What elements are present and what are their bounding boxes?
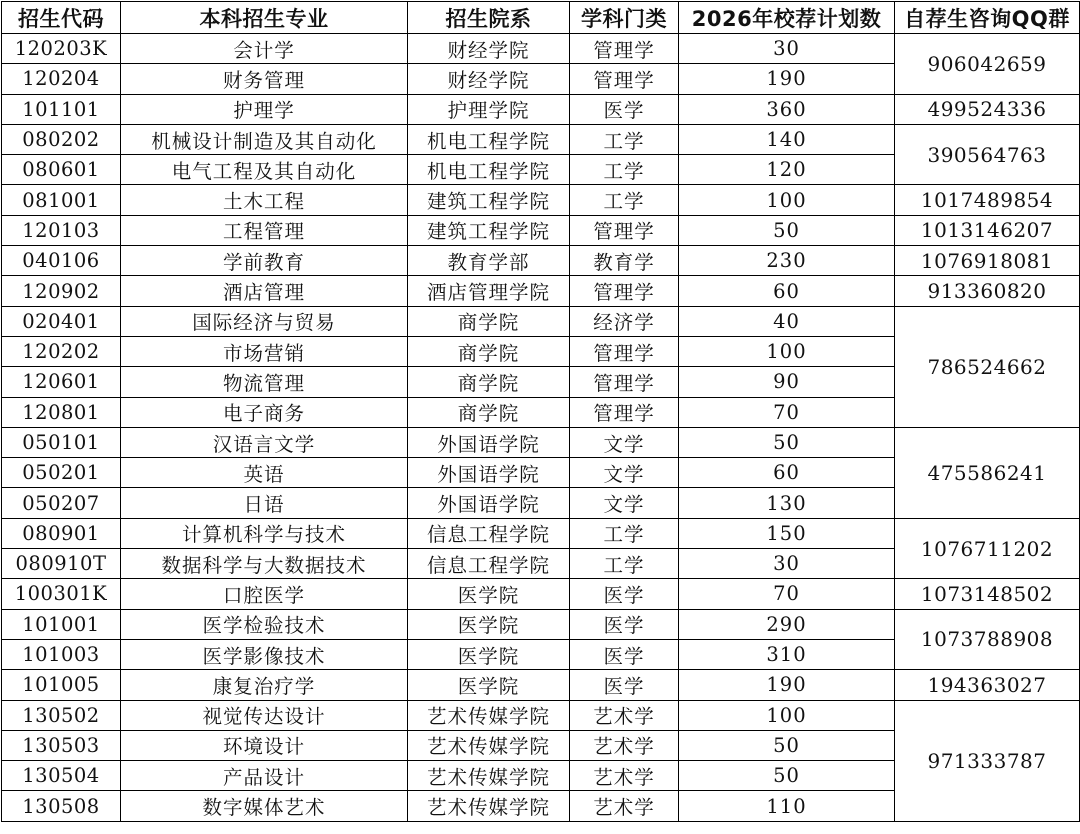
table-row	[2, 94, 1080, 124]
cell-department: 建筑工程学院	[408, 185, 570, 215]
cell-major: 物流管理	[121, 367, 408, 397]
admission-plan-table	[1, 1, 1080, 822]
cell-code: 050201	[2, 458, 121, 488]
cell-code: 080601	[2, 155, 121, 185]
cell-qq-group: 194363027	[895, 670, 1080, 700]
cell-category: 工学	[570, 185, 679, 215]
cell-qq-group: 390564763	[895, 124, 1080, 185]
cell-code: 050101	[2, 427, 121, 457]
cell-plan: 190	[679, 670, 895, 700]
cell-major: 产品设计	[121, 761, 408, 791]
cell-code: 120601	[2, 367, 121, 397]
table-header-row	[2, 2, 1080, 34]
cell-plan: 100	[679, 336, 895, 366]
cell-department: 商学院	[408, 367, 570, 397]
cell-code: 101003	[2, 639, 121, 669]
cell-plan: 120	[679, 155, 895, 185]
cell-code: 120204	[2, 64, 121, 94]
cell-code: 081001	[2, 185, 121, 215]
cell-department: 商学院	[408, 306, 570, 336]
cell-category: 医学	[570, 94, 679, 124]
cell-category: 医学	[570, 670, 679, 700]
cell-department: 信息工程学院	[408, 549, 570, 579]
cell-major: 康复治疗学	[121, 670, 408, 700]
cell-code: 130508	[2, 791, 121, 821]
cell-major: 工程管理	[121, 215, 408, 245]
cell-major: 电气工程及其自动化	[121, 155, 408, 185]
cell-department: 艺术传媒学院	[408, 761, 570, 791]
cell-qq-group: 1076918081	[895, 246, 1080, 276]
cell-plan: 40	[679, 306, 895, 336]
table-row	[2, 124, 1080, 154]
cell-category: 管理学	[570, 34, 679, 64]
cell-category: 管理学	[570, 276, 679, 306]
cell-plan: 60	[679, 276, 895, 306]
cell-code: 120202	[2, 336, 121, 366]
cell-plan: 50	[679, 215, 895, 245]
cell-code: 020401	[2, 306, 121, 336]
cell-major: 视觉传达设计	[121, 700, 408, 730]
cell-department: 医学院	[408, 639, 570, 669]
cell-category: 文学	[570, 458, 679, 488]
table-row	[2, 306, 1080, 336]
table-row	[2, 185, 1080, 215]
table-row	[2, 276, 1080, 306]
cell-major: 英语	[121, 458, 408, 488]
cell-category: 艺术学	[570, 761, 679, 791]
cell-plan: 190	[679, 64, 895, 94]
cell-plan: 110	[679, 791, 895, 821]
cell-category: 艺术学	[570, 791, 679, 821]
header-category: 学科门类	[570, 2, 679, 34]
cell-major: 市场营销	[121, 336, 408, 366]
cell-department: 外国语学院	[408, 458, 570, 488]
cell-plan: 60	[679, 458, 895, 488]
cell-department: 信息工程学院	[408, 518, 570, 548]
table-row	[2, 427, 1080, 457]
cell-major: 数字媒体艺术	[121, 791, 408, 821]
cell-plan: 50	[679, 730, 895, 760]
cell-category: 经济学	[570, 306, 679, 336]
cell-department: 艺术传媒学院	[408, 791, 570, 821]
cell-qq-group: 499524336	[895, 94, 1080, 124]
cell-department: 建筑工程学院	[408, 215, 570, 245]
cell-plan: 230	[679, 246, 895, 276]
cell-plan: 130	[679, 488, 895, 518]
cell-code: 120203K	[2, 34, 121, 64]
cell-code: 130504	[2, 761, 121, 791]
header-major: 本科招生专业	[121, 2, 408, 34]
cell-category: 管理学	[570, 367, 679, 397]
cell-major: 医学检验技术	[121, 609, 408, 639]
table-row	[2, 670, 1080, 700]
cell-department: 教育学部	[408, 246, 570, 276]
cell-code: 080910T	[2, 549, 121, 579]
cell-department: 商学院	[408, 397, 570, 427]
cell-plan: 100	[679, 700, 895, 730]
cell-category: 文学	[570, 427, 679, 457]
cell-major: 数据科学与大数据技术	[121, 549, 408, 579]
cell-plan: 100	[679, 185, 895, 215]
cell-category: 管理学	[570, 215, 679, 245]
cell-category: 管理学	[570, 397, 679, 427]
table-row	[2, 579, 1080, 609]
cell-qq-group: 1013146207	[895, 215, 1080, 245]
cell-department: 机电工程学院	[408, 155, 570, 185]
cell-major: 电子商务	[121, 397, 408, 427]
table-row	[2, 246, 1080, 276]
cell-category: 管理学	[570, 64, 679, 94]
cell-code: 080901	[2, 518, 121, 548]
cell-department: 护理学院	[408, 94, 570, 124]
cell-plan: 290	[679, 609, 895, 639]
cell-major: 汉语言文学	[121, 427, 408, 457]
cell-category: 工学	[570, 155, 679, 185]
cell-major: 口腔医学	[121, 579, 408, 609]
cell-plan: 70	[679, 397, 895, 427]
cell-code: 101005	[2, 670, 121, 700]
table-body	[2, 34, 1080, 822]
cell-department: 酒店管理学院	[408, 276, 570, 306]
cell-category: 工学	[570, 518, 679, 548]
cell-department: 财经学院	[408, 64, 570, 94]
cell-plan: 50	[679, 761, 895, 791]
cell-major: 计算机科学与技术	[121, 518, 408, 548]
cell-major: 护理学	[121, 94, 408, 124]
cell-code: 130502	[2, 700, 121, 730]
cell-code: 120801	[2, 397, 121, 427]
cell-category: 工学	[570, 124, 679, 154]
header-code: 招生代码	[2, 2, 121, 34]
cell-code: 101001	[2, 609, 121, 639]
cell-qq-group: 906042659	[895, 34, 1080, 95]
cell-major: 国际经济与贸易	[121, 306, 408, 336]
cell-plan: 360	[679, 94, 895, 124]
header-department: 招生院系	[408, 2, 570, 34]
cell-qq-group: 971333787	[895, 700, 1080, 821]
cell-major: 酒店管理	[121, 276, 408, 306]
cell-department: 医学院	[408, 670, 570, 700]
cell-plan: 150	[679, 518, 895, 548]
cell-category: 教育学	[570, 246, 679, 276]
cell-department: 外国语学院	[408, 427, 570, 457]
cell-major: 会计学	[121, 34, 408, 64]
cell-qq-group: 1073148502	[895, 579, 1080, 609]
cell-category: 医学	[570, 579, 679, 609]
cell-department: 商学院	[408, 336, 570, 366]
table-row	[2, 34, 1080, 64]
cell-qq-group: 1076711202	[895, 518, 1080, 579]
cell-plan: 70	[679, 579, 895, 609]
cell-code: 130503	[2, 730, 121, 760]
cell-qq-group: 1073788908	[895, 609, 1080, 670]
cell-code: 101101	[2, 94, 121, 124]
cell-plan: 30	[679, 549, 895, 579]
cell-category: 艺术学	[570, 700, 679, 730]
cell-code: 120103	[2, 215, 121, 245]
cell-code: 040106	[2, 246, 121, 276]
cell-major: 财务管理	[121, 64, 408, 94]
cell-qq-group: 913360820	[895, 276, 1080, 306]
cell-qq-group: 786524662	[895, 306, 1080, 427]
cell-category: 医学	[570, 639, 679, 669]
cell-department: 外国语学院	[408, 488, 570, 518]
table-row	[2, 215, 1080, 245]
cell-department: 医学院	[408, 579, 570, 609]
cell-major: 土木工程	[121, 185, 408, 215]
cell-plan: 50	[679, 427, 895, 457]
cell-department: 财经学院	[408, 34, 570, 64]
cell-department: 艺术传媒学院	[408, 730, 570, 760]
cell-department: 机电工程学院	[408, 124, 570, 154]
cell-department: 医学院	[408, 609, 570, 639]
cell-qq-group: 1017489854	[895, 185, 1080, 215]
cell-major: 日语	[121, 488, 408, 518]
cell-category: 医学	[570, 609, 679, 639]
cell-plan: 140	[679, 124, 895, 154]
cell-code: 100301K	[2, 579, 121, 609]
cell-department: 艺术传媒学院	[408, 700, 570, 730]
cell-category: 管理学	[570, 336, 679, 366]
cell-code: 080202	[2, 124, 121, 154]
cell-code: 120902	[2, 276, 121, 306]
cell-plan: 310	[679, 639, 895, 669]
cell-category: 工学	[570, 549, 679, 579]
table-row	[2, 609, 1080, 639]
table-row	[2, 700, 1080, 730]
cell-code: 050207	[2, 488, 121, 518]
header-qq-group: 自荐生咨询QQ群	[895, 2, 1080, 34]
cell-major: 学前教育	[121, 246, 408, 276]
cell-major: 医学影像技术	[121, 639, 408, 669]
cell-category: 艺术学	[570, 730, 679, 760]
cell-plan: 30	[679, 34, 895, 64]
table-row	[2, 518, 1080, 548]
header-plan: 2026年校荐计划数	[679, 2, 895, 34]
cell-category: 文学	[570, 488, 679, 518]
cell-major: 环境设计	[121, 730, 408, 760]
cell-major: 机械设计制造及其自动化	[121, 124, 408, 154]
cell-qq-group: 475586241	[895, 427, 1080, 518]
cell-plan: 90	[679, 367, 895, 397]
